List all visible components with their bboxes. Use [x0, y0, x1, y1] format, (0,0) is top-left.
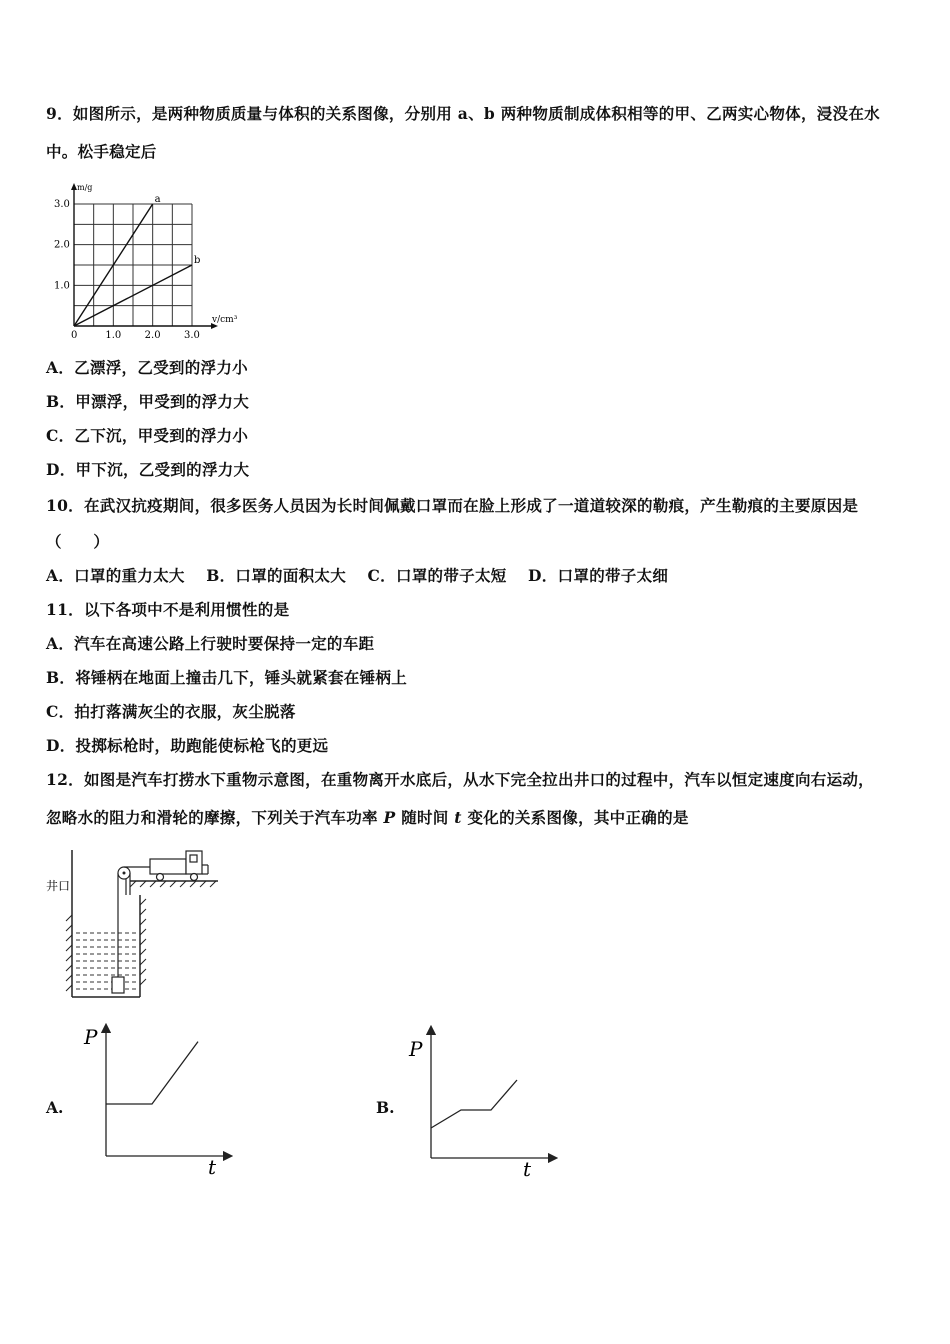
- y-tick-label: 2.0: [54, 239, 70, 251]
- axis-p-label: P: [409, 1037, 423, 1061]
- axis-t-label: t: [208, 1155, 217, 1179]
- q9-option-d: D．甲下沉，乙受到的浮力大: [46, 460, 250, 479]
- q12-salvage-diagram: [40, 845, 230, 1005]
- q10-options: A．口罩的重力太大 B．口罩的面积太大 C．口罩的带子太短 D．口罩的带子太细: [46, 566, 669, 585]
- q12-stem-line1: 12．如图是汽车打捞水下重物示意图，在重物离开水底后，从水下完全拉出井口的过程中，汽车以恒定速度向右运动，: [46, 770, 874, 789]
- q9-stem-line1: 9．如图所示，是两种物质质量与体积的关系图像，分别用 a、b 两种物质制成体积相等的甲、乙两实心物体，浸没在水: [46, 104, 880, 123]
- axis-t-label: t: [523, 1157, 532, 1180]
- q12-option-b-label: B.: [376, 1098, 395, 1117]
- y-tick-label: 1.0: [54, 280, 70, 292]
- q11-option-c: C．拍打落满灰尘的衣服，灰尘脱落: [46, 702, 296, 721]
- q9-option-c: C．乙下沉，甲受到的浮力小: [46, 426, 249, 445]
- q9-stem-line2: 中。松手稳定后: [46, 142, 157, 161]
- q9-option-b: B．甲漂浮，甲受到的浮力大: [46, 392, 250, 411]
- water: [76, 933, 138, 989]
- x-tick-label: 1.0: [105, 330, 122, 340]
- q10-stem-line1: 10．在武汉抗疫期间，很多医务人员因为长时间佩戴口罩而在脸上形成了一道道较深的勒痕，产生勒痕的主要原因是: [46, 496, 859, 515]
- series-b-label: b: [194, 255, 201, 266]
- weight-block: [112, 977, 124, 993]
- q9-mass-volume-chart: [46, 180, 246, 340]
- y-axis-label: m/g: [77, 183, 93, 192]
- q10-stem-line2: （ ）: [46, 532, 110, 551]
- q9-option-a: A．乙漂浮，乙受到的浮力小: [46, 358, 248, 377]
- chart-labels: [54, 183, 238, 340]
- x-tick-label: 2.0: [144, 330, 161, 340]
- var-t: t: [454, 808, 462, 827]
- q12-stem-line2: 忽略水的阻力和滑轮的摩擦，下列关于汽车功率 P 随时间 t 变化的关系图像，其中正确的是: [46, 808, 689, 827]
- q12-graph-a: [80, 1020, 240, 1180]
- q11-stem: 11．以下各项中不是利用惯性的是: [46, 600, 290, 619]
- y-tick-label: 3.0: [54, 199, 70, 210]
- q11-option-a: A．汽车在高速公路上行驶时要保持一定的车距: [46, 634, 375, 653]
- q11-option-d: D．投掷标枪时，助跑能使标枪飞的更远: [46, 736, 329, 755]
- power-curve: [106, 1042, 198, 1104]
- q11-option-b: B．将锤柄在地面上撞击几下，锤头就紧套在锤柄上: [46, 668, 408, 687]
- q12-option-a-label: A.: [46, 1098, 64, 1117]
- x-axis-label: v/cm³: [212, 315, 238, 325]
- truck: [150, 851, 208, 881]
- axis-p-label: P: [84, 1025, 98, 1049]
- x-tick-label: 3.0: [184, 330, 200, 340]
- power-curve: [431, 1080, 517, 1128]
- x-tick-label: 0: [71, 330, 78, 340]
- chart-grid: [74, 204, 192, 326]
- series-a-label: a: [154, 194, 161, 205]
- well-label: 井口: [46, 879, 71, 893]
- q12-graph-b: [405, 1020, 565, 1180]
- var-p: P: [383, 808, 396, 827]
